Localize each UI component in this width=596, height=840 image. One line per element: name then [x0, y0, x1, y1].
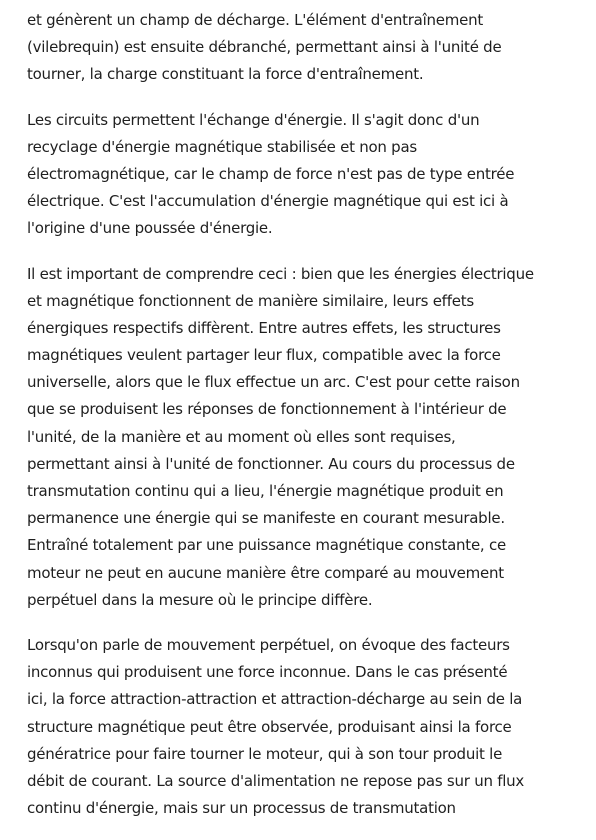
paragraph-4	[27, 632, 587, 822]
text-line: continu d'énergie, mais sur un processus de transmutation	[27, 799, 456, 818]
paragraph-3	[27, 261, 587, 614]
text-line: recyclage d'énergie magnétique stabilisée et non pas	[27, 137, 417, 156]
text-line: Entraîné totalement par une puissance magnétique constante, ce	[27, 536, 506, 555]
text-line: (vilebrequin) est ensuite débranché, permettant ainsi à l'unité de	[27, 38, 502, 57]
text-line: tourner, la charge constituant la force d'entraînement.	[27, 65, 424, 84]
text-line: débit de courant. La source d'alimentation ne repose pas sur un flux	[27, 771, 525, 790]
paragraph-1	[27, 7, 587, 89]
text-line: universelle, alors que le flux effectue un arc. C'est pour cette raison	[27, 373, 520, 392]
text-line: Les circuits permettent l'échange d'énergie. Il s'agit donc d'un	[27, 110, 480, 129]
text-line: structure magnétique peut être observée, produisant ainsi la force	[27, 717, 512, 736]
paragraph-2	[27, 107, 587, 243]
text-line: génératrice pour faire tourner le moteur, qui à son tour produit le	[27, 744, 503, 763]
text-line: l'origine d'une poussée d'énergie.	[27, 219, 273, 238]
text-line: perpétuel dans la mesure où le principe diffère.	[27, 590, 373, 609]
text-line: permanence une énergie qui se manifeste en courant mesurable.	[27, 509, 505, 528]
text-line: énergiques respectifs diffèrent. Entre autres effets, les structures	[27, 318, 501, 337]
text-line: ici, la force attraction-attraction et attraction-décharge au sein de la	[27, 690, 523, 709]
text-line: moteur ne peut en aucune manière être comparé au mouvement	[27, 563, 504, 582]
text-line: et magnétique fonctionnent de manière similaire, leurs effets	[27, 291, 474, 310]
text-line: que se produisent les réponses de fonctionnement à l'intérieur de	[27, 400, 507, 419]
text-line: permettant ainsi à l'unité de fonctionner. Au cours du processus de	[27, 454, 515, 473]
text-line: magnétiques veulent partager leur flux, compatible avec la force	[27, 346, 501, 365]
text-line: inconnus qui produisent une force inconnue. Dans le cas présenté	[27, 663, 508, 682]
text-line: électromagnétique, car le champ de force n'est pas de type entrée	[27, 164, 515, 183]
text-line: transmutation continu qui a lieu, l'énergie magnétique produit en	[27, 482, 504, 500]
text-line: Il est important de comprendre ceci : bien que les énergies électrique	[27, 264, 534, 283]
document-body	[27, 7, 587, 840]
text-line: l'unité, de la manière et au moment où elles sont requises,	[27, 427, 456, 446]
text-line: Lorsqu'on parle de mouvement perpétuel, on évoque des facteurs	[27, 635, 510, 654]
text-line: électrique. C'est l'accumulation d'énergie magnétique qui est ici à	[27, 192, 509, 211]
text-line: et génèrent un champ de décharge. L'élément d'entraînement	[27, 11, 483, 29]
